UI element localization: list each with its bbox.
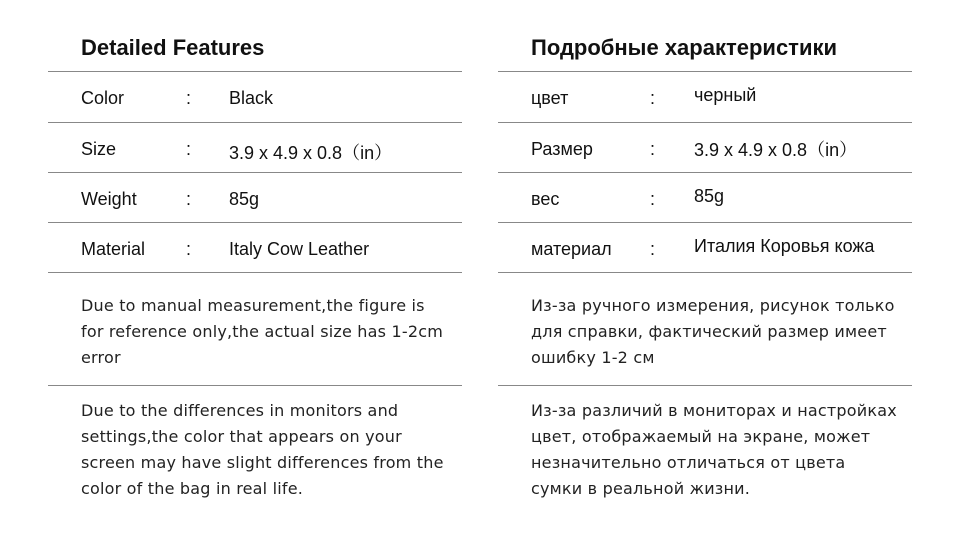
spec-row-weight <box>48 173 462 223</box>
spec-label: материал <box>531 239 612 259</box>
spec-row-size <box>498 123 912 173</box>
spec-label: Size <box>81 139 117 159</box>
divider <box>48 385 462 386</box>
spec-value: 3.9 x 4.9 x 0.8（in） <box>694 140 858 160</box>
spec-label: Color <box>81 88 125 108</box>
spec-row-color <box>48 72 462 122</box>
spec-label: Weight <box>81 189 137 209</box>
spec-row-weight <box>498 173 912 223</box>
panel-title: Detailed Features <box>81 35 265 60</box>
spec-value: 85g <box>229 189 260 209</box>
divider <box>498 385 912 386</box>
spec-row-material <box>498 223 912 273</box>
divider <box>498 272 912 273</box>
spec-row-size <box>48 123 462 173</box>
spec-label: цвет <box>531 88 569 108</box>
spec-value: Италия Коровья кожа <box>694 236 875 256</box>
panel-title: Подробные характеристики <box>531 35 838 60</box>
spec-label: Размер <box>531 139 593 159</box>
spec-row-color <box>498 72 912 122</box>
measurement-note: Due to manual measurement,the figure is for reference only,the actual size has 1-2cm error <box>81 296 443 367</box>
spec-colon: : <box>650 88 656 108</box>
spec-colon: : <box>186 189 192 209</box>
spec-colon: : <box>186 239 192 259</box>
measurement-note: Из-за ручного измерения, рисунок только для справки, фактический размер имеет ошибку 1-2 см <box>531 296 895 367</box>
divider <box>48 272 462 273</box>
color-note: Due to the differences in monitors and settings,the color that appears on your screen may have slight differences from the color of the bag in real life. <box>81 401 444 498</box>
spec-label: вес <box>531 189 560 209</box>
spec-colon: : <box>650 239 656 259</box>
spec-value: черный <box>694 85 757 105</box>
spec-value: 3.9 x 4.9 x 0.8（in） <box>229 143 393 163</box>
spec-colon: : <box>650 139 656 159</box>
spec-label: Material <box>81 239 146 259</box>
spec-colon: : <box>650 189 656 209</box>
color-note: Из-за различий в мониторах и настройках цвет, отображаемый на экране, может незначительно отличаться от цвета сумки в реальной жизни. <box>531 401 897 498</box>
spec-colon: : <box>186 139 192 159</box>
spec-value: Italy Cow Leather <box>229 239 370 259</box>
spec-row-material <box>48 223 462 273</box>
spec-colon: : <box>186 88 192 108</box>
spec-value: 85g <box>694 186 725 206</box>
spec-value: Black <box>229 88 274 108</box>
